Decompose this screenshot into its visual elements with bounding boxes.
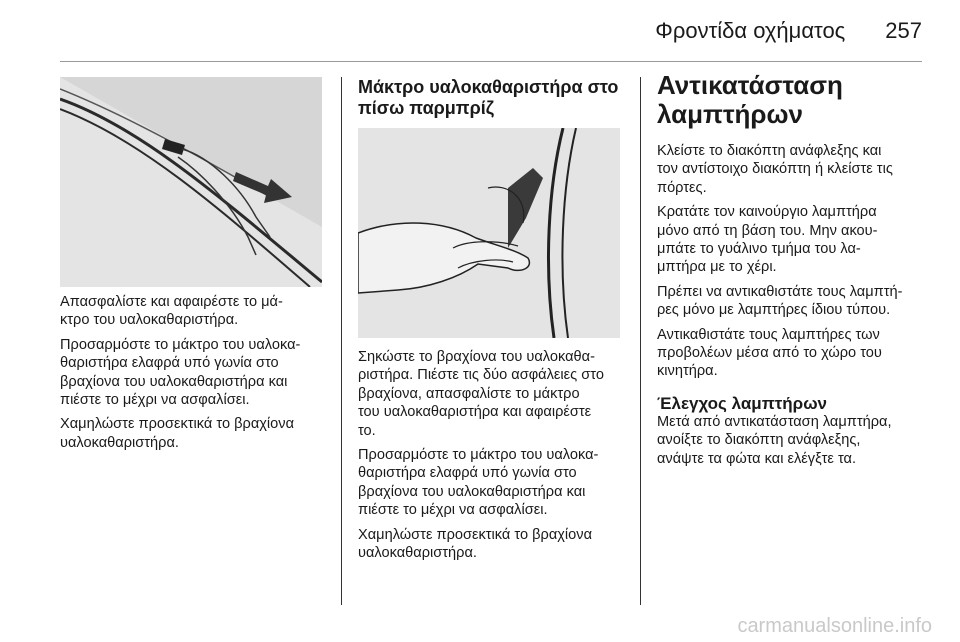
header-title: Φροντίδα οχήματος (655, 18, 846, 43)
bulb-replacement-heading: Αντικατάσταση λαμπτήρων (657, 70, 843, 129)
header-rule (60, 61, 922, 62)
bulb-step-3: Πρέπει να αντικαθιστάτε τους λαμπτή- ρες μόνο με λαμπτήρες ίδιου τύπου. (657, 283, 903, 319)
rear-wiper-figure (358, 128, 620, 338)
column-divider-left (341, 77, 342, 605)
rear-step-3: Χαμηλώστε προσεκτικά το βραχίονα υαλοκαθαριστήρα. (358, 526, 593, 562)
bulb-step-4: Αντικαθιστάτε τους λαμπτήρες των προβολέων μέσα από το χώρο του κινητήρα. (657, 326, 882, 380)
wiper-blade-figure (60, 77, 322, 287)
front-step-1: Απασφαλίστε και αφαιρέστε το μά- κτρο του υαλοκαθαριστήρα. (60, 294, 283, 329)
front-step-2: Προσαρμόστε το μάκτρο του υαλοκα- θαριστήρα ελαφρά υπό γωνία στο βραχίονα του υαλοκαθαριστήρα και πιέστε το μέχρι να ασφαλίσει. (60, 336, 301, 409)
column-divider-right (640, 77, 641, 605)
watermark: carmanualsonline.info (737, 615, 932, 637)
rear-wiper-heading: Μάκτρο υαλοκαθαριστήρα στο πίσω παρμπρίζ (358, 77, 619, 118)
column-rear-wiper (358, 348, 628, 568)
page-number: 257 (885, 18, 922, 43)
page-header (655, 14, 922, 48)
column-bulb-replacement (657, 142, 927, 474)
bulb-check-subheading: Έλεγχος λαμπτήρων (657, 393, 828, 413)
front-step-3: Χαμηλώστε προσεκτικά το βραχίονα υαλοκαθαριστήρα. (60, 416, 295, 451)
rear-step-1: Σηκώστε το βραχίονα του υαλοκαθα- ριστήρα. Πιέστε τις δύο ασφάλειες στο βραχίονα, απασφαλίστε το μάκτρο του υαλοκαθαριστήρα και αφαιρέστε το. (358, 349, 604, 439)
bulb-step-1: Κλείστε το διακόπτη ανάφλεξης και τον αντίστοιχο διακόπτη ή κλείστε τις πόρτες. (657, 143, 893, 196)
bulb-step-2: Κρατάτε τον καινούργιο λαμπτήρα μόνο από τη βάση του. Μην ακου- μπάτε το γυάλινο τμήμα του λα- μπτήρα με το χέρι. (657, 204, 878, 276)
rear-step-2: Προσαρμόστε το μάκτρο του υαλοκα- θαριστήρα ελαφρά υπό γωνία στο βραχίονα του υαλοκαθαριστήρα και πιέστε το μέχρι να ασφαλίσει. (358, 447, 599, 519)
bulb-check-text: Μετά από αντικατάσταση λαμπτήρα, ανοίξτε το διακόπτη ανάφλεξης, ανάψτε τα φώτα και ελέγξτε τα. (657, 413, 892, 467)
column-front-wiper (60, 293, 328, 458)
